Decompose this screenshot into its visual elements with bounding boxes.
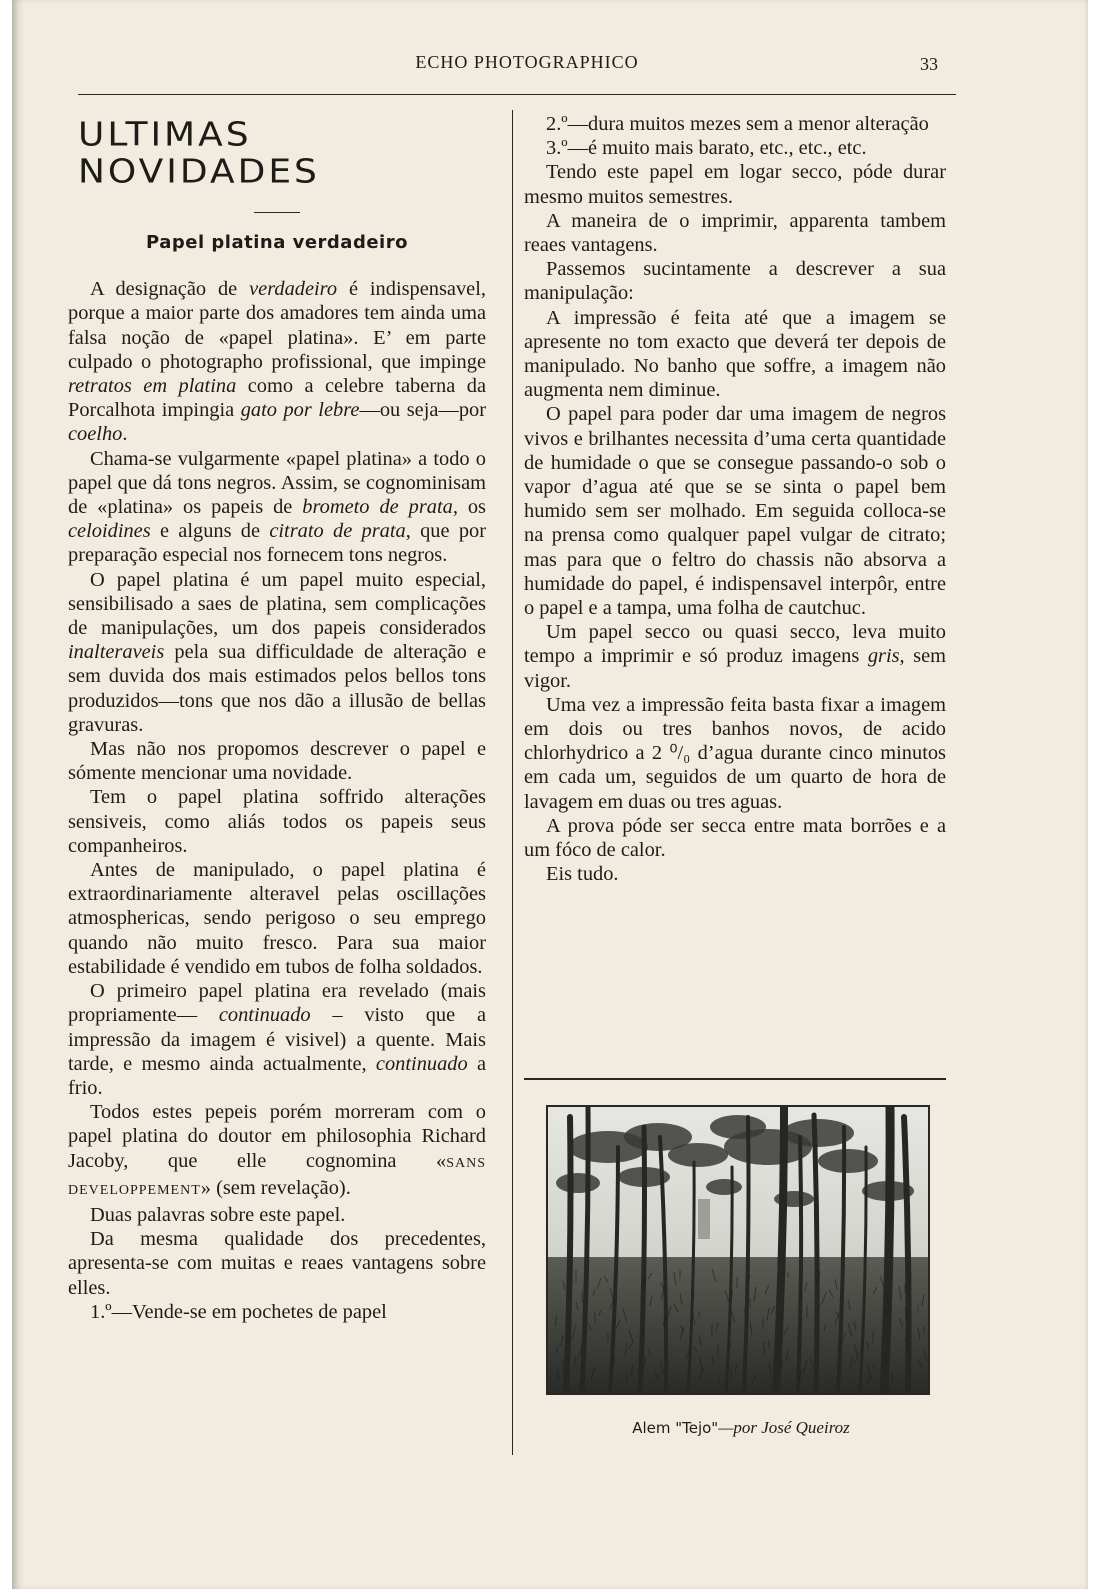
text-run: Passemos sucintamente a descrever a sua manipulação: (524, 258, 946, 305)
paragraph (524, 112, 946, 136)
italic-text: retratos em platina (68, 375, 237, 398)
tree-canopy (818, 1149, 878, 1173)
text-run: A impressão é feita até que a imagem se apresente no tom exacto que deverá ter depois de manipulado. No banho que soffre, a imagem não augmenta nem diminue. (524, 306, 946, 402)
right-column-text (524, 112, 946, 887)
italic-text: gris (867, 645, 900, 668)
article-subtitle: Papel platina verdadeiro (146, 232, 408, 253)
paragraph (68, 1227, 486, 1300)
pine-forest-image (548, 1107, 928, 1393)
article-title: ULTIMAS NOVIDADES (78, 116, 320, 191)
text-run: é indispensavel, porque a maior parte dos amadores tem ainda uma falsa noção de «papel platina». E’ em parte culpado o photographo profissional, que impinge (68, 278, 486, 373)
paragraph (68, 568, 486, 737)
text-run: O papel para poder dar uma imagem de negros vivos e brilhantes necessita d’uma certa quantidade de humidade o que se consegue passando-o sob o vapor d’agua até que se se sinta o papel bem humido sem ser molhado. Em seguida colloca-se na prensa como qualquer papel vulgar de citrato; mas para que o feltro do chassis não absorva a humidade do papel, é indispensavel interpôr, entre o papel e a tampa, uma folha de cautchuc. (524, 403, 946, 620)
italic-text: celoidines (68, 520, 151, 543)
paragraph (524, 814, 946, 862)
italic-text: brometo de prata (302, 496, 453, 519)
tree-canopy (556, 1173, 600, 1193)
photo-rule (524, 1078, 946, 1080)
paragraph (524, 862, 946, 886)
text-run: a frio. (68, 1052, 486, 1099)
text-run: 3.º—é muito mais barato, etc., etc., etc. (546, 137, 867, 160)
running-title: ECHO PHOTOGRAPHICO (415, 52, 639, 72)
text-run: 1.º—Vende-se em pochetes de papel (90, 1300, 387, 1323)
text-run: Eis tudo. (546, 863, 619, 886)
text-run: Tem o papel platina soffrido alterações sensiveis, como aliás todos os papeis seus companheiros. (68, 786, 486, 857)
paragraph (524, 136, 946, 160)
page-number: 33 (920, 54, 938, 74)
paragraph (524, 306, 946, 403)
paragraph (68, 785, 486, 858)
text-run: A maneira de o imprimir, apparenta tambem reaes vantagens. (524, 209, 946, 257)
paragraph (524, 209, 946, 257)
text-run: Da mesma qualidade dos precedentes, apresenta-se com muitas e reaes vantagens sobre elles. (68, 1228, 486, 1299)
text-run: 2.º—dura muitos mezes sem a menor alteração (546, 113, 929, 135)
caption-credit: —por José Queiroz (718, 1418, 850, 1437)
text-run: A designação de (90, 278, 250, 301)
italic-text: gato por lebre (240, 399, 360, 422)
text-run: Mas não nos propomos descrever o papel e sómente mencionar uma novidade. (68, 738, 486, 785)
tree-canopy (668, 1143, 728, 1167)
italic-text: continuado (218, 1004, 311, 1027)
text-run: e alguns de (150, 520, 270, 543)
paragraph (68, 737, 486, 785)
photo-caption (524, 1418, 958, 1438)
text-run: , sem vigor. (524, 645, 946, 692)
text-run: O primeiro papel platina era revelado (mais propriamente— (68, 980, 486, 1027)
text-run: Um papel secco ou quasi secco, leva muito tempo a imprimir e só produz imagens (524, 621, 946, 668)
left-column-text (68, 277, 486, 1324)
title-rule (254, 212, 300, 213)
paragraph (68, 1203, 486, 1227)
italic-text: inalteraveis (68, 641, 165, 664)
paragraph (68, 447, 486, 568)
text-run: . (122, 423, 128, 446)
paragraph (524, 620, 946, 693)
text-run: como a celebre taberna da Porcalhota impingia (68, 375, 486, 422)
smallcaps-text: SANS DEVELOPPEMENT (68, 1155, 486, 1198)
text-run: A prova póde ser secca entre mata borrões e a um fóco de calor. (524, 814, 946, 862)
text-run: » (sem revelação). (200, 1176, 351, 1199)
paragraph (68, 979, 486, 1100)
text-run: , os (452, 496, 486, 519)
paragraph (524, 402, 946, 620)
text-run: Tendo este papel em logar secco, póde durar mesmo muitos semestres. (524, 161, 946, 208)
caption-title: Alem "Tejo" (632, 1419, 719, 1437)
text-run: – visto que a impressão da imagem é visivel) a quente. Mais tarde, e mesmo ainda actualmente, (68, 1004, 486, 1075)
photograph-pine-forest (546, 1105, 930, 1395)
text-run: pela sua difficuldade de alteração e sem duvida dos mais estimados pelos bellos tons produzidos—tons que nos dão a illusão de bellas gravuras. (68, 641, 486, 736)
right-column (524, 112, 946, 887)
text-run: Todos estes pepeis porém morreram com o papel platina do doutor em philosophia Richard Jacoby, que elle cognomina « (68, 1101, 486, 1172)
paragraph (68, 1300, 486, 1324)
italic-text: coelho (68, 423, 123, 446)
text-run: O papel platina é um papel muito especial, sensibilisado a saes de platina, sem complicações de manipulações, um dos papeis considerados (68, 568, 486, 640)
italic-text: continuado (375, 1052, 468, 1075)
text-run: Duas palavras sobre este papel. (90, 1203, 346, 1226)
italic-text: verdadeiro (249, 278, 338, 301)
paragraph (68, 858, 486, 979)
paragraph (524, 693, 946, 814)
magazine-page (12, 0, 1088, 1589)
paragraph (68, 1100, 486, 1203)
left-column (68, 112, 486, 1324)
paragraph (524, 160, 946, 208)
paragraph (68, 277, 486, 446)
text-run: —ou seja—por (359, 399, 486, 422)
text-run: Uma vez a impressão feita basta fixar a imagem em dois ou tres banhos novos, de acido chlorhydrico a 2 ⁰/₀ d’agua durante cinco minutos em cada um, seguidos de um quarto de hora de lavagem em duas ou tres aguas. (524, 693, 946, 813)
text-run: Chama-se vulgarmente «papel platina» a todo o papel que dá tons negros. Assim, se cognominisam de «platina» os papeis de (68, 447, 486, 519)
italic-text: citrato de prata (269, 520, 406, 543)
column-divider (512, 110, 513, 1455)
paragraph (524, 257, 946, 305)
text-run: , que por preparação especial nos fornecem tons negros. (68, 520, 487, 567)
text-run: Antes de manipulado, o papel platina é extraordinariamente alteravel pelas oscillações atmosphericas, sendo perigoso o seu emprego quando não muito fresco. Para sua maior estabilidade é vendido em tubos de folha soldados. (68, 859, 486, 978)
header-rule (78, 94, 956, 95)
tree-canopy (706, 1179, 742, 1195)
